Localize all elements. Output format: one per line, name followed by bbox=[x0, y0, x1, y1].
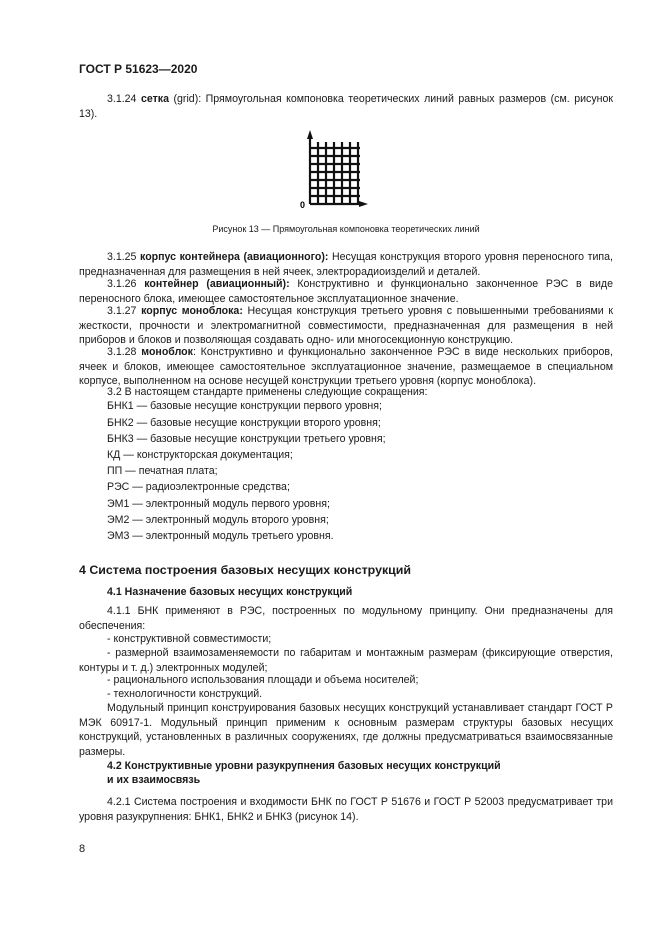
term: корпус контейнера (авиационного): bbox=[140, 251, 329, 263]
grid-diagram bbox=[290, 128, 370, 210]
grid-figure bbox=[290, 128, 370, 215]
clause-3-1-26 bbox=[79, 277, 613, 306]
clause-number: 3.1.27 bbox=[107, 305, 142, 317]
abbreviation-item: ЭМ3 — электронный модуль третьего уровня. bbox=[107, 530, 334, 542]
subsection-4-1-heading: 4.1 Назначение базовых несущих конструкций bbox=[107, 586, 353, 598]
subsection-4-2-heading-line2: и их взаимосвязь bbox=[107, 774, 201, 786]
abbreviation-item: БНК3 — базовые несущие конструкции третьего уровня; bbox=[107, 433, 386, 445]
abbreviation-item: ЭМ1 — электронный модуль первого уровня; bbox=[107, 498, 330, 510]
page-number: 8 bbox=[79, 843, 86, 855]
clause-3-2: 3.2 В настоящем стандарте применены следующие сокращения: bbox=[107, 386, 428, 398]
definition: Несущая конструкция второго уровня переносного типа, предназначенная для размещения в ней ячеек, электрорадиоизделий и деталей. bbox=[79, 251, 613, 278]
term: сетка bbox=[140, 93, 169, 105]
definition: : Конструктивно и функционально законченное РЭС в виде нескольких приборов, ячеек и блоков, имеющее самостоятельное эксплуатационное значение, размещаемое в специальном корпусе, выполненном на основе несущей конструкции третьего уровня (корпус моноблока). bbox=[79, 346, 613, 388]
abbreviation-item: РЭС — радиоэлектронные средства; bbox=[107, 481, 290, 493]
clause-number: 3.1.24 bbox=[107, 93, 141, 105]
abbreviation-item: ЭМ2 — электронный модуль второго уровня; bbox=[107, 514, 329, 526]
clause-number: 3.1.25 bbox=[107, 251, 141, 263]
definition: (grid): Прямоугольная компоновка теоретических линий равных размеров (см. рисунок 13). bbox=[79, 93, 613, 120]
figure-caption: Рисунок 13 — Прямоугольная компоновка теоретических линий bbox=[212, 224, 480, 234]
bullet-item: - технологичности конструкций. bbox=[107, 688, 263, 700]
clause-3-1-25 bbox=[79, 250, 613, 279]
document-header: ГОСТ Р 51623—2020 bbox=[79, 62, 198, 76]
modular-principle-paragraph: Модульный принцип конструирования базовых несущих конструкций устанавливает стандарт ГОСТ Р МЭК 60917-1. Модульный принцип применим к основным размерам структуры базовых несущих конструкций, установленных в различных сооружениях, где должны предусматриваться взаимосвязанные размеры. bbox=[79, 702, 613, 758]
clause-4-2-1: 4.2.1 Система построения и входимости БНК по ГОСТ Р 51676 и ГОСТ Р 52003 предусматривает три уровня разукрупнения: БНК1, БНК2 и БНК3 (рисунок 14). bbox=[79, 796, 613, 823]
abbreviation-item: ПП — печатная плата; bbox=[107, 465, 218, 477]
clause-3-1-28 bbox=[79, 345, 613, 389]
abbreviation-item: КД — конструкторская документация; bbox=[107, 449, 293, 461]
term: моноблок bbox=[141, 346, 193, 358]
origin-label: 0 bbox=[300, 200, 306, 210]
term: корпус моноблока: bbox=[141, 305, 243, 317]
clause-number: 3.1.28 bbox=[107, 346, 142, 358]
clause-4-1-1: 4.1.1 БНК применяют в РЭС, построенных по модульному принципу. Они предназначены для обеспечения: bbox=[79, 605, 613, 632]
clause-number: 3.1.26 bbox=[107, 278, 145, 290]
section-4-heading: 4 Система построения базовых несущих конструкций bbox=[79, 563, 412, 577]
bullet-item: - конструктивной совместимости; bbox=[107, 633, 272, 645]
abbreviation-item: БНК2 — базовые несущие конструкции второго уровня; bbox=[107, 417, 381, 429]
abbreviation-item: БНК1 — базовые несущие конструкции первого уровня; bbox=[107, 400, 382, 412]
y-axis-arrow bbox=[307, 130, 313, 139]
clause-3-1-27 bbox=[79, 304, 613, 348]
x-axis-arrow bbox=[359, 201, 368, 207]
definition: Несущая конструкция третьего уровня с повышенными требованиями к жесткости, прочности и электромагнитной совместимости, предназначенная для размещения в ней приборов и блоков и позволяющая создавать одно- или многосекционную конструкцию. bbox=[79, 305, 613, 347]
definition: Конструктивно и функционально законченное РЭС в виде переносного блока, имеющее самостоятельное эксплуатационное значение. bbox=[79, 278, 613, 305]
term: контейнер (авиационный): bbox=[144, 278, 290, 290]
bullet-item: - размерной взаимозаменяемости по габаритам и монтажным размерам (фиксирующие отверстия, контуры и т. д.) электронных модулей; bbox=[79, 647, 613, 674]
clause-3-1-24 bbox=[79, 92, 613, 121]
bullet-item: - рационального использования площади и объема носителей; bbox=[107, 674, 419, 686]
subsection-4-2-heading-line1: 4.2 Конструктивные уровни разукрупнения базовых несущих конструкций bbox=[107, 760, 501, 772]
